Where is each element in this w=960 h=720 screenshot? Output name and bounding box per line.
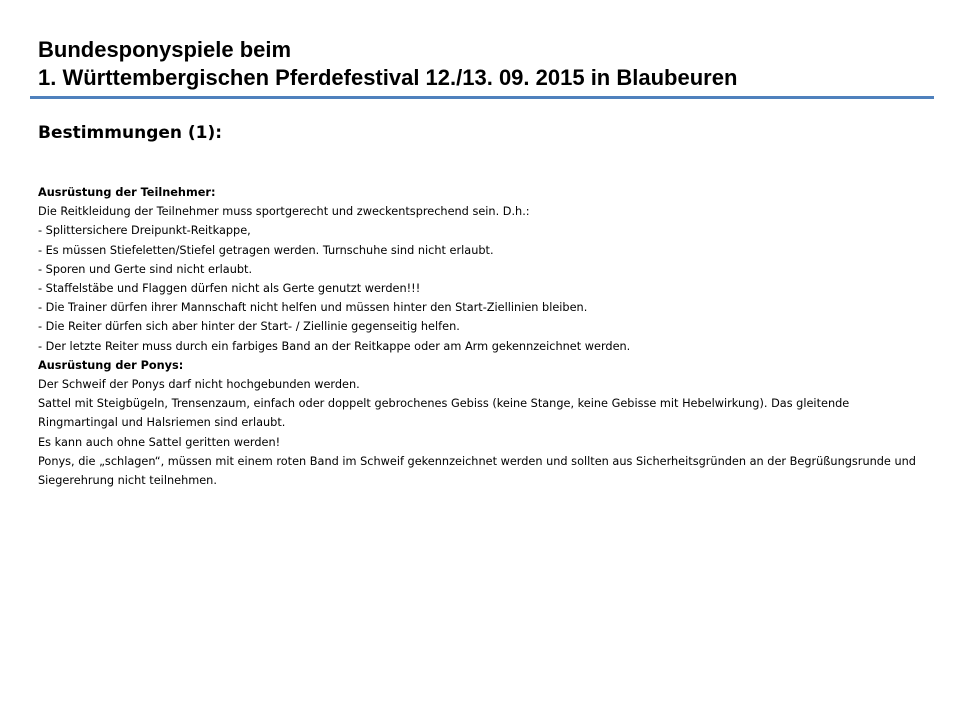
ponies-line: Sattel mit Steigbügeln, Trensenzaum, einfach oder doppelt gebrochenes Gebiss (keine Stange, keine Gebisse mit Hebelwirkung). Das gleitende Ringmartingal und Halsriemen sind erlaubt. (38, 397, 850, 430)
participants-item: - Staffelstäbe und Flaggen dürfen nicht als Gerte genutzt werden!!! (38, 282, 421, 296)
ponies-heading: Ausrüstung der Ponys: (38, 358, 184, 372)
participants-item: - Die Reiter dürfen sich aber hinter der Start- / Ziellinie gegenseitig helfen. (38, 320, 460, 334)
section-heading: Bestimmungen (1): (38, 123, 223, 143)
participants-item: - Splittersichere Dreipunkt-Reitkappe, (38, 224, 251, 238)
ponies-line: Ponys, die „schlagen“, müssen mit einem roten Band im Schweif gekennzeichnet werden und sollten aus Sicherheitsgründen an der Begrüßungsrunde und Siegerehrung nicht teilnehmen. (38, 454, 916, 488)
participants-heading: Ausrüstung der Teilnehmer: (38, 186, 216, 199)
slide-title-line-1: Bundesponyspiele beim (38, 37, 292, 62)
title-underline (30, 96, 934, 99)
slide-title (38, 36, 938, 92)
ponies-line: Der Schweif der Ponys darf nicht hochgebunden werden. (38, 378, 360, 392)
rules-body (38, 183, 918, 490)
participants-item: - Es müssen Stiefeletten/Stiefel getragen werden. Turnschuhe sind nicht erlaubt. (38, 243, 494, 257)
slide-title-line-2: 1. Württembergischen Pferdefestival 12./13. 09. 2015 in Blaubeuren (38, 65, 738, 90)
participants-item: - Die Trainer dürfen ihrer Mannschaft nicht helfen und müssen hinter den Start-Ziellinien bleiben. (38, 301, 588, 315)
ponies-line: Es kann auch ohne Sattel geritten werden! (38, 435, 281, 449)
participants-item: - Sporen und Gerte sind nicht erlaubt. (38, 262, 253, 276)
participants-item: - Der letzte Reiter muss durch ein farbiges Band an der Reitkappe oder am Arm gekennzeichnet werden. (38, 339, 631, 353)
participants-intro: Die Reitkleidung der Teilnehmer muss sportgerecht und zweckentsprechend sein. D.h.: (38, 205, 530, 219)
